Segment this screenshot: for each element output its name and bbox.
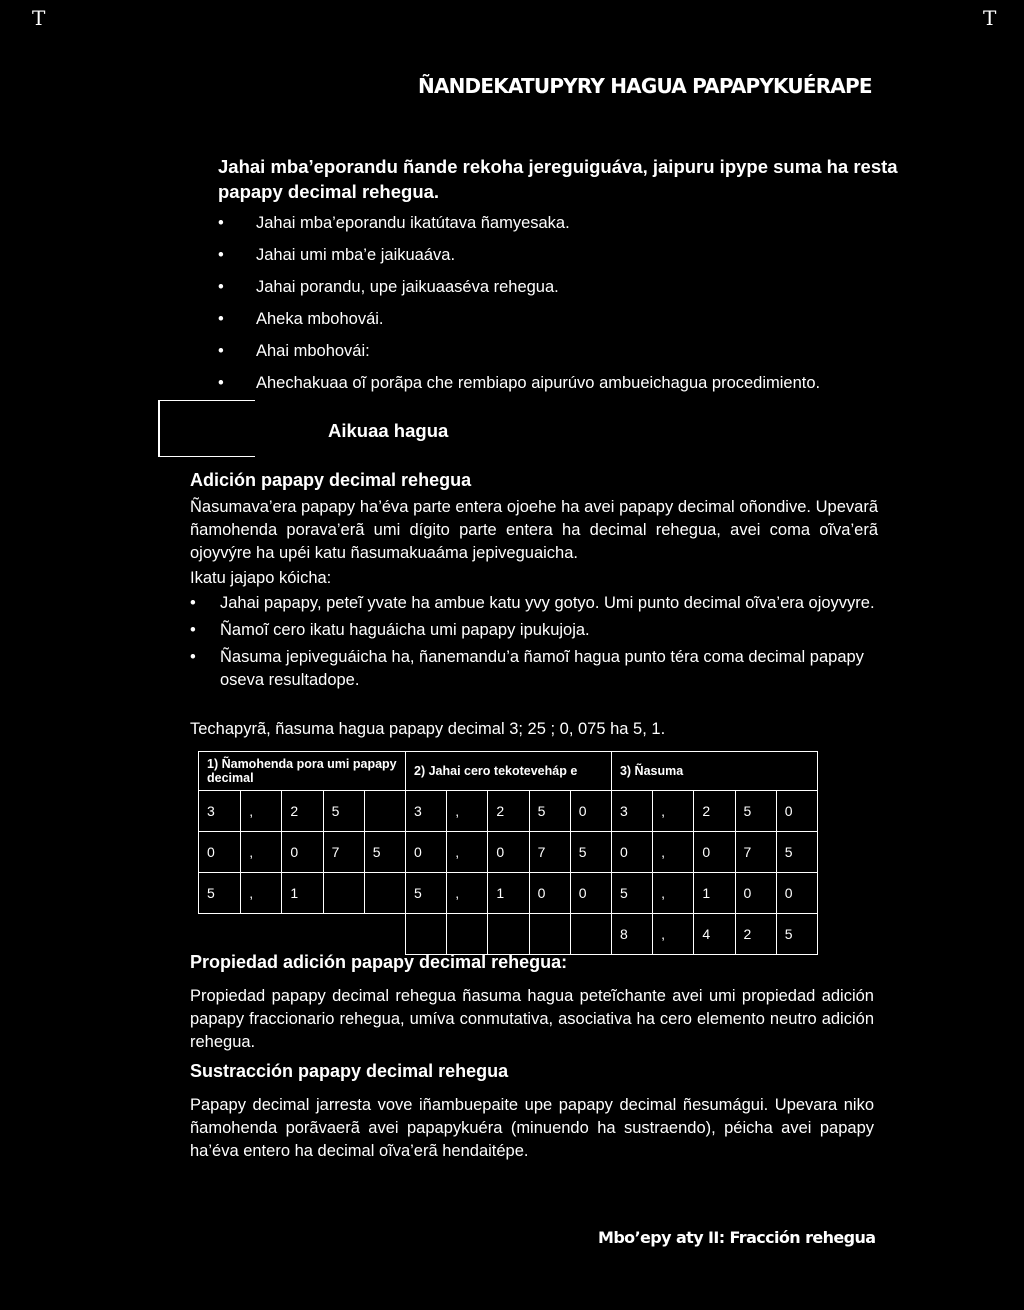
table-cell: 0 (529, 873, 570, 914)
property-paragraph: Propiedad papapy decimal rehegua ñasuma hagua peteĩchante avei umi propiedad adición papapy fraccionario rehegua, umíva conmutativa, asociativa ha cero elemento neutro adición rehegua. (190, 987, 874, 1051)
subtraction-paragraph: Papapy decimal jarresta vove iñambuepaite upe papapy decimal ñesumágui. Upevara niko ñamohenda porãvaerã avei papapykuéra (minuendo ha sustraendo), péicha avei papapy ha’éva entero ha decimal oĩva’erã hendaitépe. (190, 1096, 874, 1160)
table-header-cell: 3) Ñasuma (611, 752, 817, 791)
list-item: • Jahai papapy, peteĩ yvate ha ambue katu yvy gotyo. Umi punto decimal oĩva’era ojoyvyre. (190, 592, 880, 615)
addition-paragraph: Ñasumava’era papapy ha’éva parte entera ojoehe ha avei papapy decimal oñondive. Upevarã ñamohenda porava’erã umi dígito parte entera ha decimal rehegua, avei coma oĩva’erã ojoyvýre ha upéi katu ñasumakuaáma jepiveguaicha. (190, 498, 878, 562)
table-cell: , (447, 791, 488, 832)
result-cell: 5 (776, 914, 817, 955)
intro-text: Jahai mba’eporandu ñande rekoha jereguiguáva, jaipuru ipype suma ha resta papapy decimal rehegua. (218, 156, 898, 202)
table-cell (364, 873, 405, 914)
table-cell: 0 (570, 873, 611, 914)
table-cell: , (653, 832, 694, 873)
table-blank-cell (364, 914, 405, 955)
table-cell: , (241, 832, 282, 873)
example-text: Techapyrã, ñasuma hagua papapy decimal 3; 25 ; 0, 075 ha 5, 1. (190, 720, 666, 738)
result-cell: 8 (611, 914, 652, 955)
table-row (199, 832, 818, 873)
table-cell: 0 (694, 832, 735, 873)
table-cell: 0 (199, 832, 241, 873)
result-cell: , (653, 914, 694, 955)
note-title: Aikuaa hagua (328, 420, 449, 441)
table-cell: 2 (282, 791, 323, 832)
result-cell: 4 (694, 914, 735, 955)
list-item: • Ñasuma jepiveguáicha ha, ñanemandu’a ñamoĩ hagua punto téra coma decimal papapy oseva resultadope. (190, 646, 880, 692)
table-cell: 5 (735, 791, 776, 832)
list-item: • Jahai umi mba’e jaikuaáva. (218, 244, 918, 276)
table-cell: 7 (529, 832, 570, 873)
list-item: • Aheka mbohovái. (218, 308, 918, 340)
list-item: • Ahai mbohovái: (218, 340, 918, 372)
table-cell: 0 (776, 873, 817, 914)
corner-mark-left: T (32, 6, 46, 30)
table-cell: , (447, 873, 488, 914)
steps-list (190, 592, 890, 696)
table-cell (447, 914, 488, 955)
table-cell: 5 (776, 832, 817, 873)
table-blank-cell (282, 914, 323, 955)
table-row (199, 873, 818, 914)
property-title: Propiedad adición papapy decimal rehegua: (190, 952, 568, 972)
table-header-cell: 1) Ñamohenda pora umi papapy decimal (199, 752, 406, 791)
list-item: • Jahai porandu, upe jaikuaaséva rehegua. (218, 276, 918, 308)
table-cell: 1 (488, 873, 529, 914)
table-cell: 0 (488, 832, 529, 873)
list-item: • Jahai mba’eporandu ikatútava ñamyesaka. (218, 212, 918, 244)
table-blank-cell (241, 914, 282, 955)
table-header-row (199, 752, 818, 791)
table-blank-cell (323, 914, 364, 955)
page-footer: Mbo’epy aty II: Fracción rehegua (598, 1228, 876, 1247)
table-cell: 2 (694, 791, 735, 832)
table-cell: 5 (323, 791, 364, 832)
table-cell: , (241, 873, 282, 914)
subtraction-title: Sustracción papapy decimal rehegua (190, 1061, 509, 1081)
table-cell: 5 (611, 873, 652, 914)
table-cell: , (447, 832, 488, 873)
table-cell: 0 (282, 832, 323, 873)
list-item: • Ñamoĩ cero ikatu haguáicha umi papapy ipukujoja. (190, 619, 890, 642)
table-cell: 0 (570, 791, 611, 832)
result-cell: 2 (735, 914, 776, 955)
table-cell: 7 (323, 832, 364, 873)
decimal-sum-table (198, 751, 818, 955)
steps-intro: Ikatu jajapo kóicha: (190, 569, 332, 587)
table-row (199, 791, 818, 832)
table-cell: 7 (735, 832, 776, 873)
table-cell: 5 (529, 791, 570, 832)
table-cell: 0 (735, 873, 776, 914)
table-result-row (199, 914, 818, 955)
table-cell (529, 914, 570, 955)
note-box-frame (158, 400, 255, 457)
table-cell (488, 914, 529, 955)
table-cell (323, 873, 364, 914)
page-header: ÑANDEKATUPYRY HAGUA PAPAPYKUÉRAPE (418, 74, 872, 98)
table-blank-cell (199, 914, 241, 955)
table-header-cell: 2) Jahai cero tekoteveháp e (406, 752, 612, 791)
table-cell: 5 (364, 832, 405, 873)
table-cell: 5 (199, 873, 241, 914)
table-cell: 0 (611, 832, 652, 873)
table-cell: 1 (694, 873, 735, 914)
intro-bullet-list (218, 212, 918, 404)
table-cell: , (653, 791, 694, 832)
table-cell: 0 (776, 791, 817, 832)
corner-mark-right: T (983, 6, 997, 30)
table-cell: 3 (199, 791, 241, 832)
table-cell: 0 (406, 832, 447, 873)
table-cell: , (653, 873, 694, 914)
table-cell: 5 (406, 873, 447, 914)
table-cell (406, 914, 447, 955)
table-cell: 3 (406, 791, 447, 832)
table-cell: 1 (282, 873, 323, 914)
table-cell: , (241, 791, 282, 832)
table-cell (364, 791, 405, 832)
addition-title: Adición papapy decimal rehegua (190, 470, 472, 490)
table-cell: 2 (488, 791, 529, 832)
table-cell (570, 914, 611, 955)
list-item: • Ahechakuaa oĩ porãpa che rembiapo aipurúvo ambueichagua procedimiento. (218, 372, 918, 404)
table-cell: 3 (611, 791, 652, 832)
table-cell: 5 (570, 832, 611, 873)
